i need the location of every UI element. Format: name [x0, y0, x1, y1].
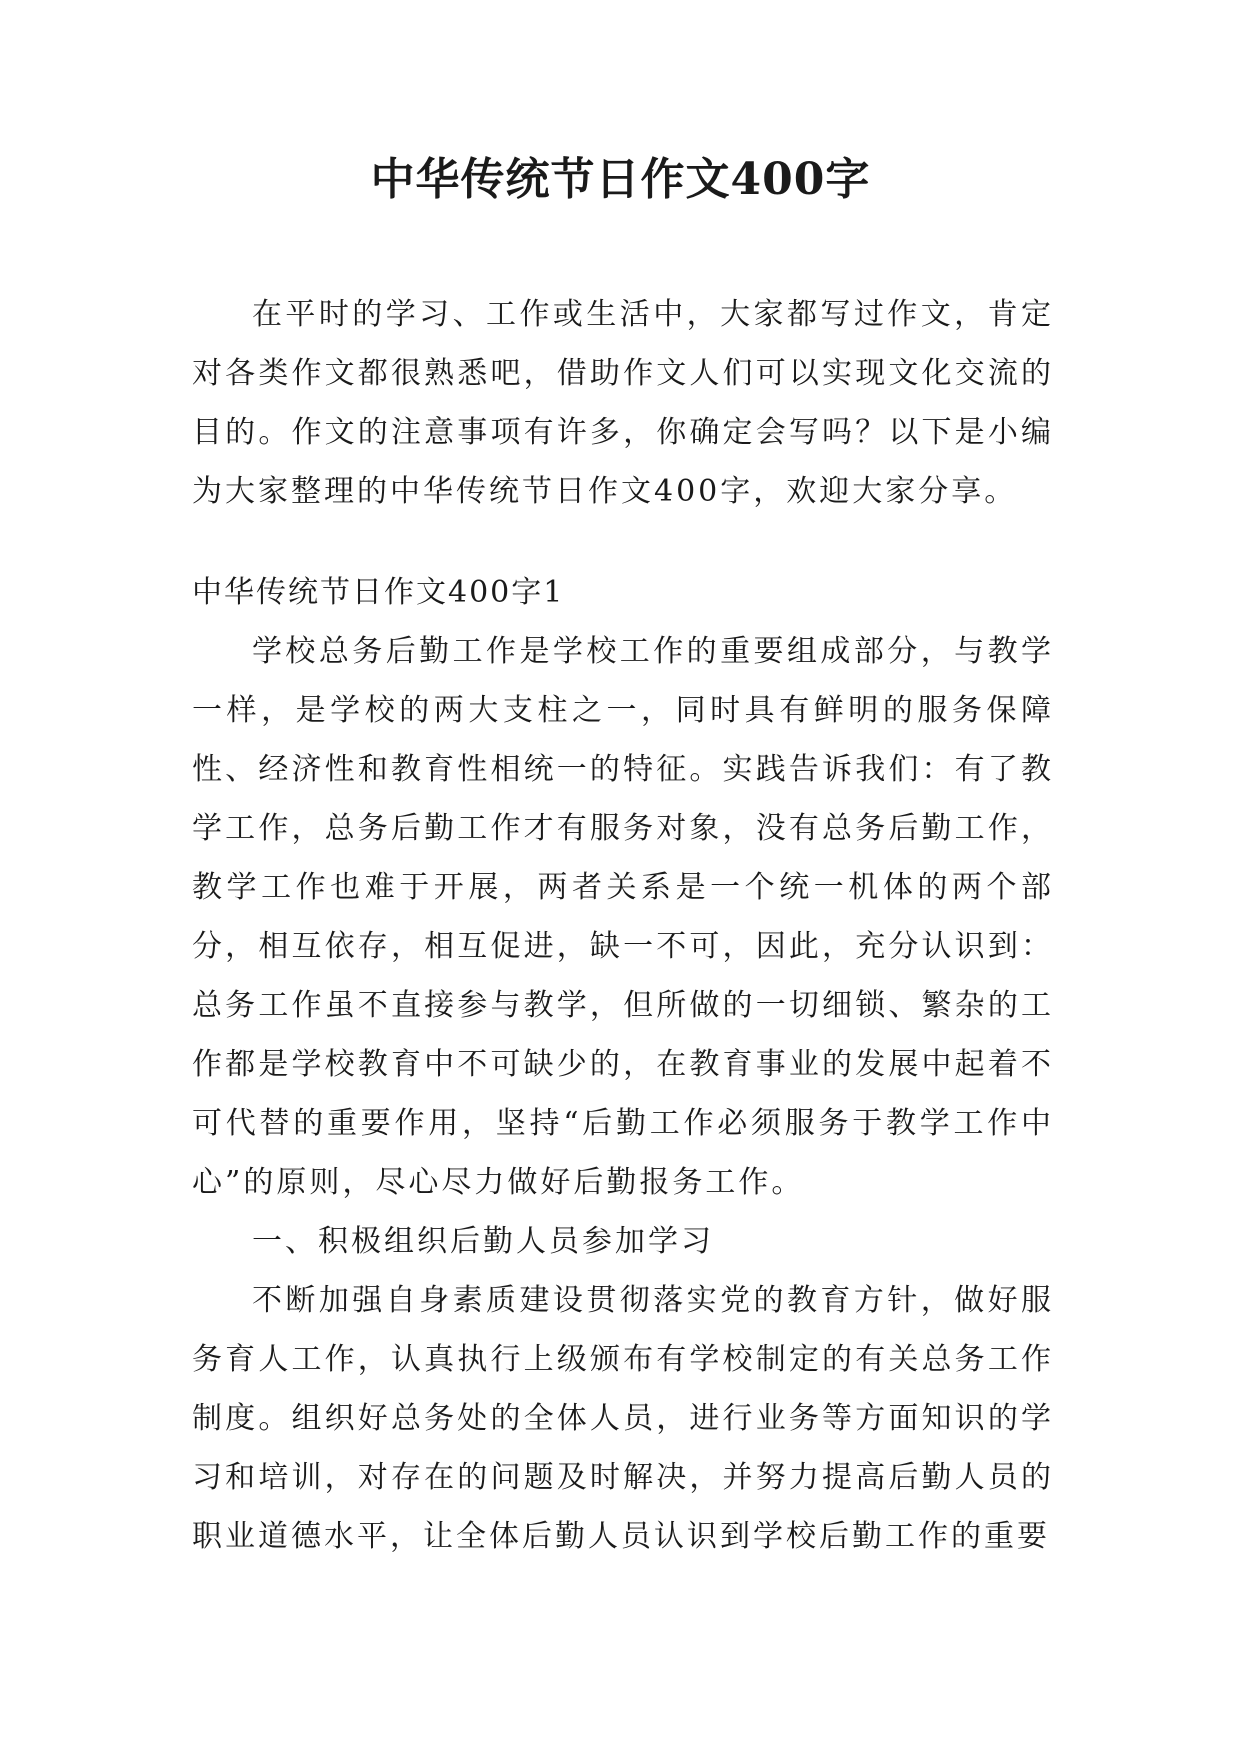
subheading-paragraph: 一、积极组织后勤人员参加学习 — [252, 1224, 714, 1259]
body-paragraph: 不断加强自身素质建设贯彻落实党的教育方针，做好服务育人工作，认真执行上级颁布有学校制定的有关总务工作制度。组织好总务处的全体人员，进行业务等方面知识的学习和培训，对存在的问题及时解决，并努力提高后勤人员的职业道德水平，让全体后勤人员认识到学校后勤工作的重要 — [192, 1283, 1054, 1554]
body-paragraph: 学校总务后勤工作是学校工作的重要组成部分，与教学一样，是学校的两大支柱之一，同时具有鲜明的服务保障性、经济性和教育性相统一的特征。实践告诉我们：有了教学工作，总务后勤工作才有服务对象，没有总务后勤工作，教学工作也难于开展，两者关系是一个统一机体的两个部分，相互依存，相互促进，缺一不可，因此，充分认识到：总务工作虽不直接参与教学，但所做的一切细锁、繁杂的工作都是学校教育中不可缺少的，在教育事业的发展中起着不可代替的重要作用，坚持“后勤工作必须服务于教学工作中心”的原则，尽心尽力做好后勤报务工作。 — [192, 634, 1054, 1200]
section-heading: 中华传统节日作文400字1 — [192, 575, 565, 610]
intro-paragraph: 在平时的学习、工作或生活中，大家都写过作文，肯定对各类作文都很熟悉吧，借助作文人们可以实现文化交流的目的。作文的注意事项有许多，你确定会写吗？以下是小编为大家整理的中华传统节日作文400字，欢迎大家分享。 — [192, 297, 1054, 509]
document-body — [192, 285, 1054, 1566]
document-title: 中华传统节日作文400字 — [370, 154, 871, 205]
